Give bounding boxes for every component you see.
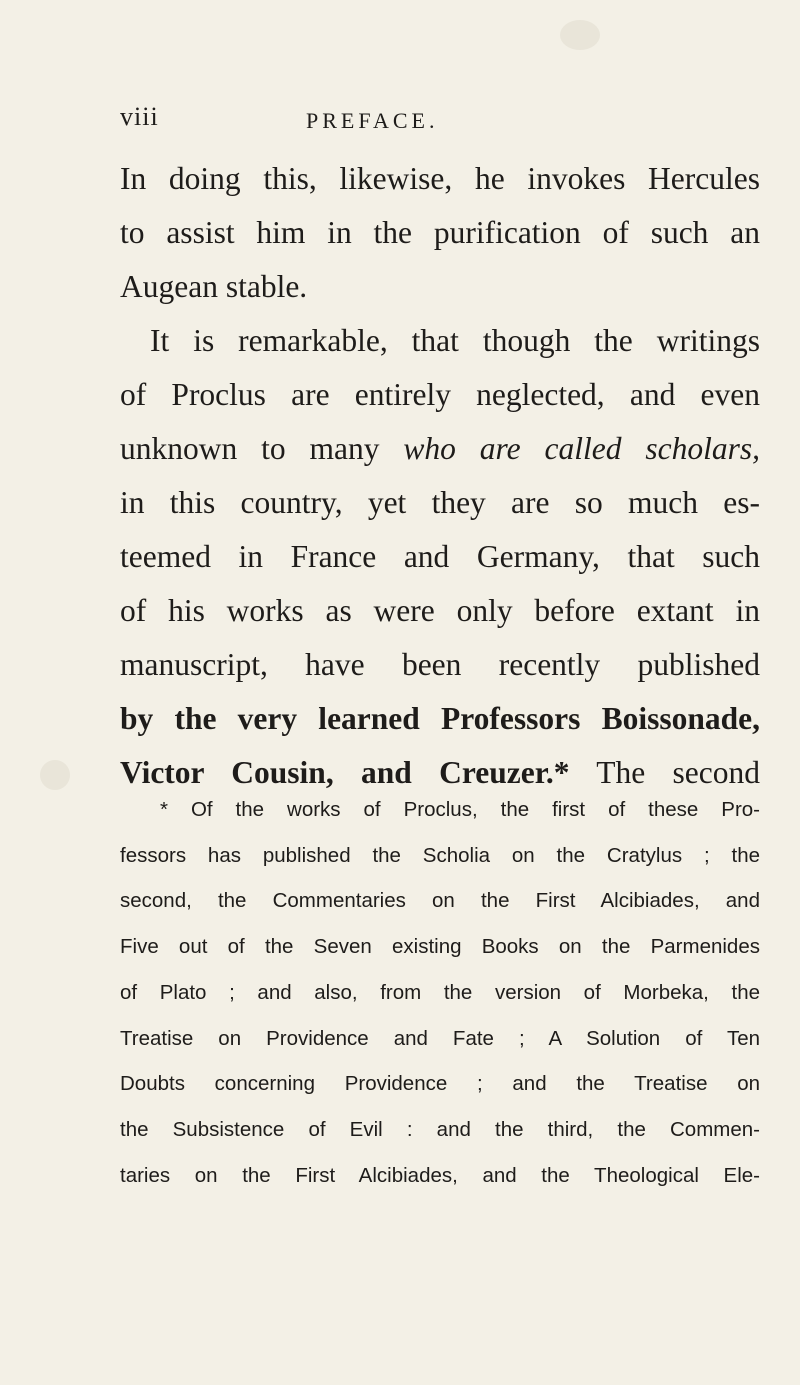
body-line: teemed in France and Germany, that such <box>120 539 760 574</box>
italic-phrase: who are called scholars, <box>403 431 761 466</box>
footnote-line: Five out of the Seven existing Books on the Parmenides <box>120 935 760 959</box>
body-line: by the very learned Professors Boissonade, <box>120 701 760 736</box>
body-line: In doing this, likewise, he invokes Hercules <box>120 161 760 196</box>
body-line: of his works as were only before extant in <box>120 593 760 628</box>
footnote-line: taries on the First Alcibiades, and the Theological Ele- <box>120 1163 760 1187</box>
body-line: manuscript, have been recently published <box>120 647 760 682</box>
page-header <box>0 100 800 140</box>
footnote-line: * Of the works of Proclus, the first of these Pro- <box>160 798 760 821</box>
body-line: in this country, yet they are so much es- <box>120 485 760 520</box>
footnote-line: Doubts concerning Providence ; and the Treatise on <box>120 1072 760 1096</box>
body-line: It is remarkable, that though the writings <box>150 323 760 358</box>
body-line: Augean stable. <box>120 269 308 304</box>
body-line-with-italic <box>120 422 760 476</box>
body-line-part: The second <box>596 755 760 790</box>
footnote-line: fessors has published the Scholia on the Cratylus ; the <box>120 843 760 867</box>
body-line: to assist him in the purification of such an <box>120 215 760 250</box>
running-head: PREFACE. <box>306 108 439 133</box>
footnote-line: the Subsistence of Evil : and the third, the Commen- <box>120 1117 760 1141</box>
footnote-line: Treatise on Providence and Fate ; A Solution of Ten <box>120 1026 760 1050</box>
body-line-part: Victor Cousin, and Creuzer.* <box>120 755 570 790</box>
paper-stain <box>560 20 600 50</box>
body-line: of Proclus are entirely neglected, and even <box>120 377 760 412</box>
body-line-part: unknown to many <box>120 431 380 466</box>
page-number: viii <box>120 102 159 131</box>
paper-stain <box>40 760 70 790</box>
footnote-line: of Plato ; and also, from the version of Morbeka, the <box>120 980 760 1004</box>
footnote-line: second, the Commentaries on the First Alcibiades, and <box>120 889 760 913</box>
footnote <box>120 787 760 1198</box>
body-text <box>120 152 760 800</box>
